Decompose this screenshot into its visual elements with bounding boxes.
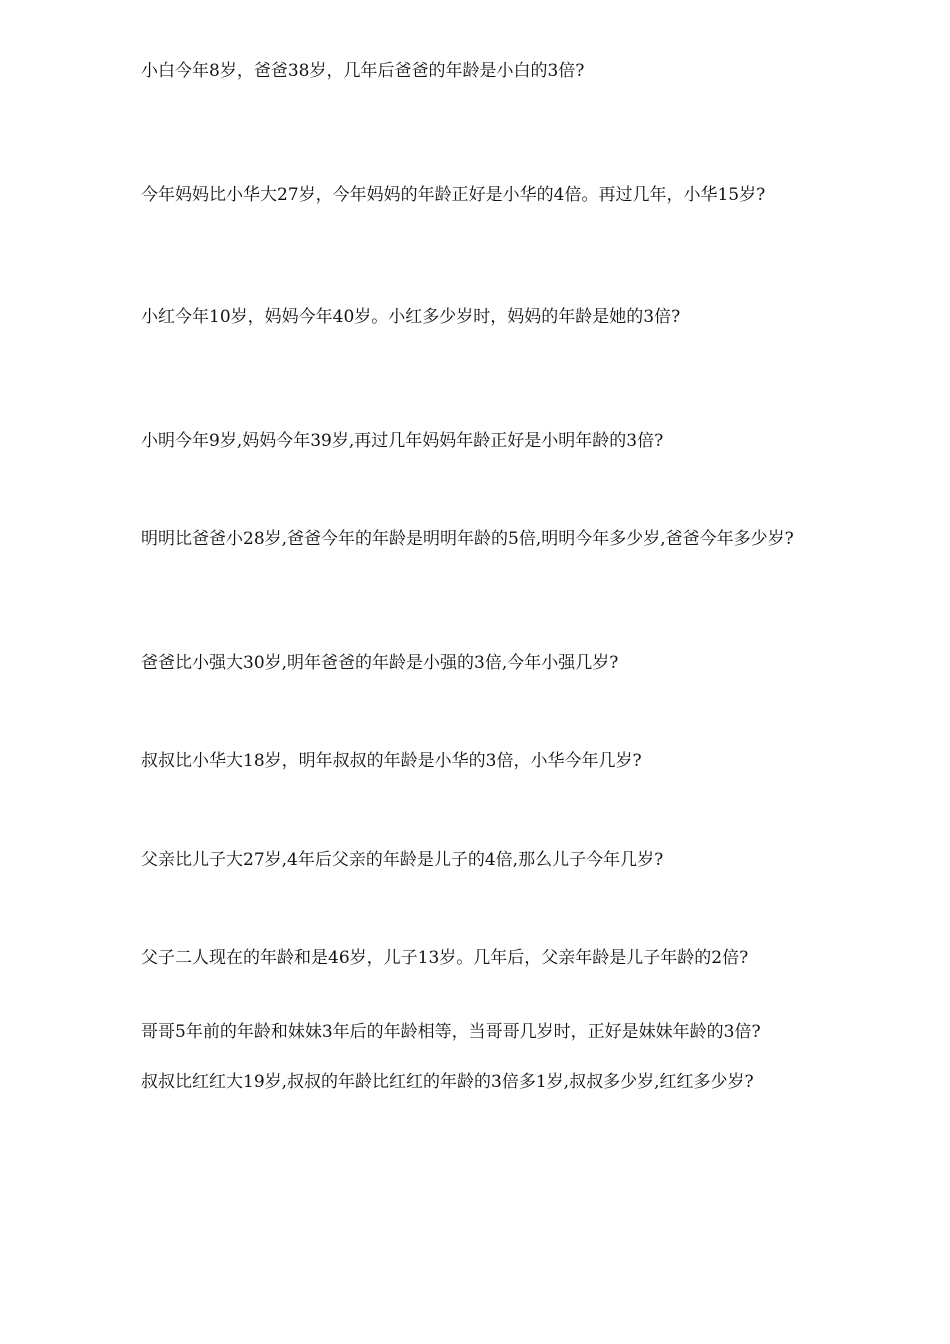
question-7: 叔叔比小华大18岁，明年叔叔的年龄是小华的3倍，小华今年几岁?	[141, 751, 642, 771]
question-10: 哥哥5年前的年龄和妹妹3年后的年龄相等，当哥哥几岁时，正好是妹妹年龄的3倍?	[141, 1022, 761, 1042]
question-5: 明明比爸爸小28岁,爸爸今年的年龄是明明年龄的5倍,明明今年多少岁,爸爸今年多少岁?	[141, 529, 794, 549]
question-8: 父亲比儿子大27岁,4年后父亲的年龄是儿子的4倍,那么儿子今年几岁?	[141, 850, 664, 870]
question-6: 爸爸比小强大30岁,明年爸爸的年龄是小强的3倍,今年小强几岁?	[141, 653, 619, 673]
question-9: 父子二人现在的年龄和是46岁，儿子13岁。几年后，父亲年龄是儿子年龄的2倍?	[141, 948, 749, 968]
question-1: 小白今年8岁，爸爸38岁，几年后爸爸的年龄是小白的3倍?	[141, 61, 585, 81]
question-3: 小红今年10岁，妈妈今年40岁。小红多少岁时，妈妈的年龄是她的3倍?	[141, 307, 681, 327]
question-11: 叔叔比红红大19岁,叔叔的年龄比红红的年龄的3倍多1岁,叔叔多少岁,红红多少岁?	[141, 1072, 754, 1092]
question-2: 今年妈妈比小华大27岁，今年妈妈的年龄正好是小华的4倍。再过几年，小华15岁?	[141, 185, 766, 205]
question-4: 小明今年9岁,妈妈今年39岁,再过几年妈妈年龄正好是小明年龄的3倍?	[141, 431, 664, 451]
